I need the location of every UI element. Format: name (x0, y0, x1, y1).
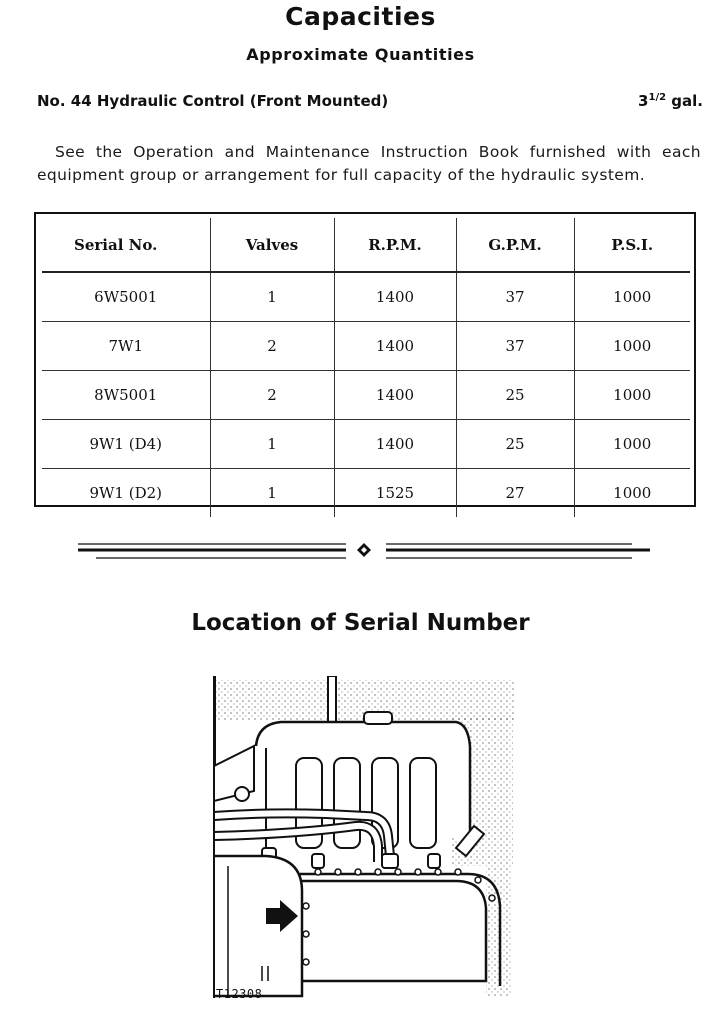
column-header-valves: Valves (210, 218, 334, 272)
section-title: Location of Serial Number (191, 610, 530, 636)
table-header-row (42, 218, 690, 272)
page-subtitle: Approximate Quantities (246, 45, 475, 64)
divider-right-lines (386, 544, 650, 558)
column-header-rpm: R.P.M. (334, 218, 456, 272)
cell-psi: 1000 (613, 484, 652, 502)
column-header-psi: P.S.I. (574, 218, 690, 272)
cell-gpm: 25 (456, 420, 574, 469)
section-divider (78, 538, 650, 564)
column-header-gpm: G.P.M. (456, 218, 574, 272)
control-capacity (638, 92, 703, 110)
cell-serial: 9W1 (D2) (42, 469, 210, 518)
table-row (42, 469, 690, 518)
cell-valves: 2 (210, 371, 334, 420)
cell-valves: 1 (210, 469, 334, 518)
cell-rpm: 1525 (334, 469, 456, 518)
figure-label: T12308 (216, 987, 263, 1001)
cell-psi: 1000 (574, 420, 690, 469)
capacities-table-frame (34, 212, 696, 507)
cell-valves: 1 (210, 420, 334, 469)
column-header-serial: Serial No. (42, 218, 210, 272)
cell-psi: 1000 (574, 371, 690, 420)
cell-rpm: 1400 (334, 420, 456, 469)
table-row (42, 272, 690, 322)
cell-serial: 9W1 (D4) (42, 420, 210, 469)
capacity-whole: 3 (638, 92, 649, 110)
table-row (42, 420, 690, 469)
capacities-table (42, 218, 690, 517)
cell-gpm: 25 (456, 371, 574, 420)
divider-left-lines (78, 544, 346, 558)
cell-gpm: 37 (456, 322, 574, 371)
engine-illustration (206, 676, 520, 1006)
table-row (42, 371, 690, 420)
capacity-unit: gal. (671, 92, 703, 110)
capacity-fraction: 1/2 (648, 92, 667, 103)
intro-paragraph: See the Operation and Maintenance Instruction Book furnished with each equipment group or arrangement for full capacity of the hydraulic system. (37, 142, 701, 184)
cell-psi: 1000 (574, 322, 690, 371)
cell-serial: 8W5001 (42, 371, 210, 420)
table-row (42, 322, 690, 371)
cell-gpm: 37 (456, 272, 574, 322)
cell-serial: 6W5001 (42, 272, 210, 322)
cell-valves: 2 (210, 322, 334, 371)
cell-psi: 1000 (574, 272, 690, 322)
cell-valves: 1 (210, 272, 334, 322)
cell-rpm: 1400 (334, 322, 456, 371)
cell-serial: 7W1 (42, 322, 210, 371)
cell-rpm: 1400 (334, 272, 456, 322)
cell-gpm: 27 (456, 469, 574, 518)
cell-rpm: 1400 (334, 371, 456, 420)
control-name: No. 44 Hydraulic Control (Front Mounted) (37, 92, 389, 110)
hydraulic-control-row (37, 92, 703, 114)
page-title: Capacities (285, 2, 436, 31)
